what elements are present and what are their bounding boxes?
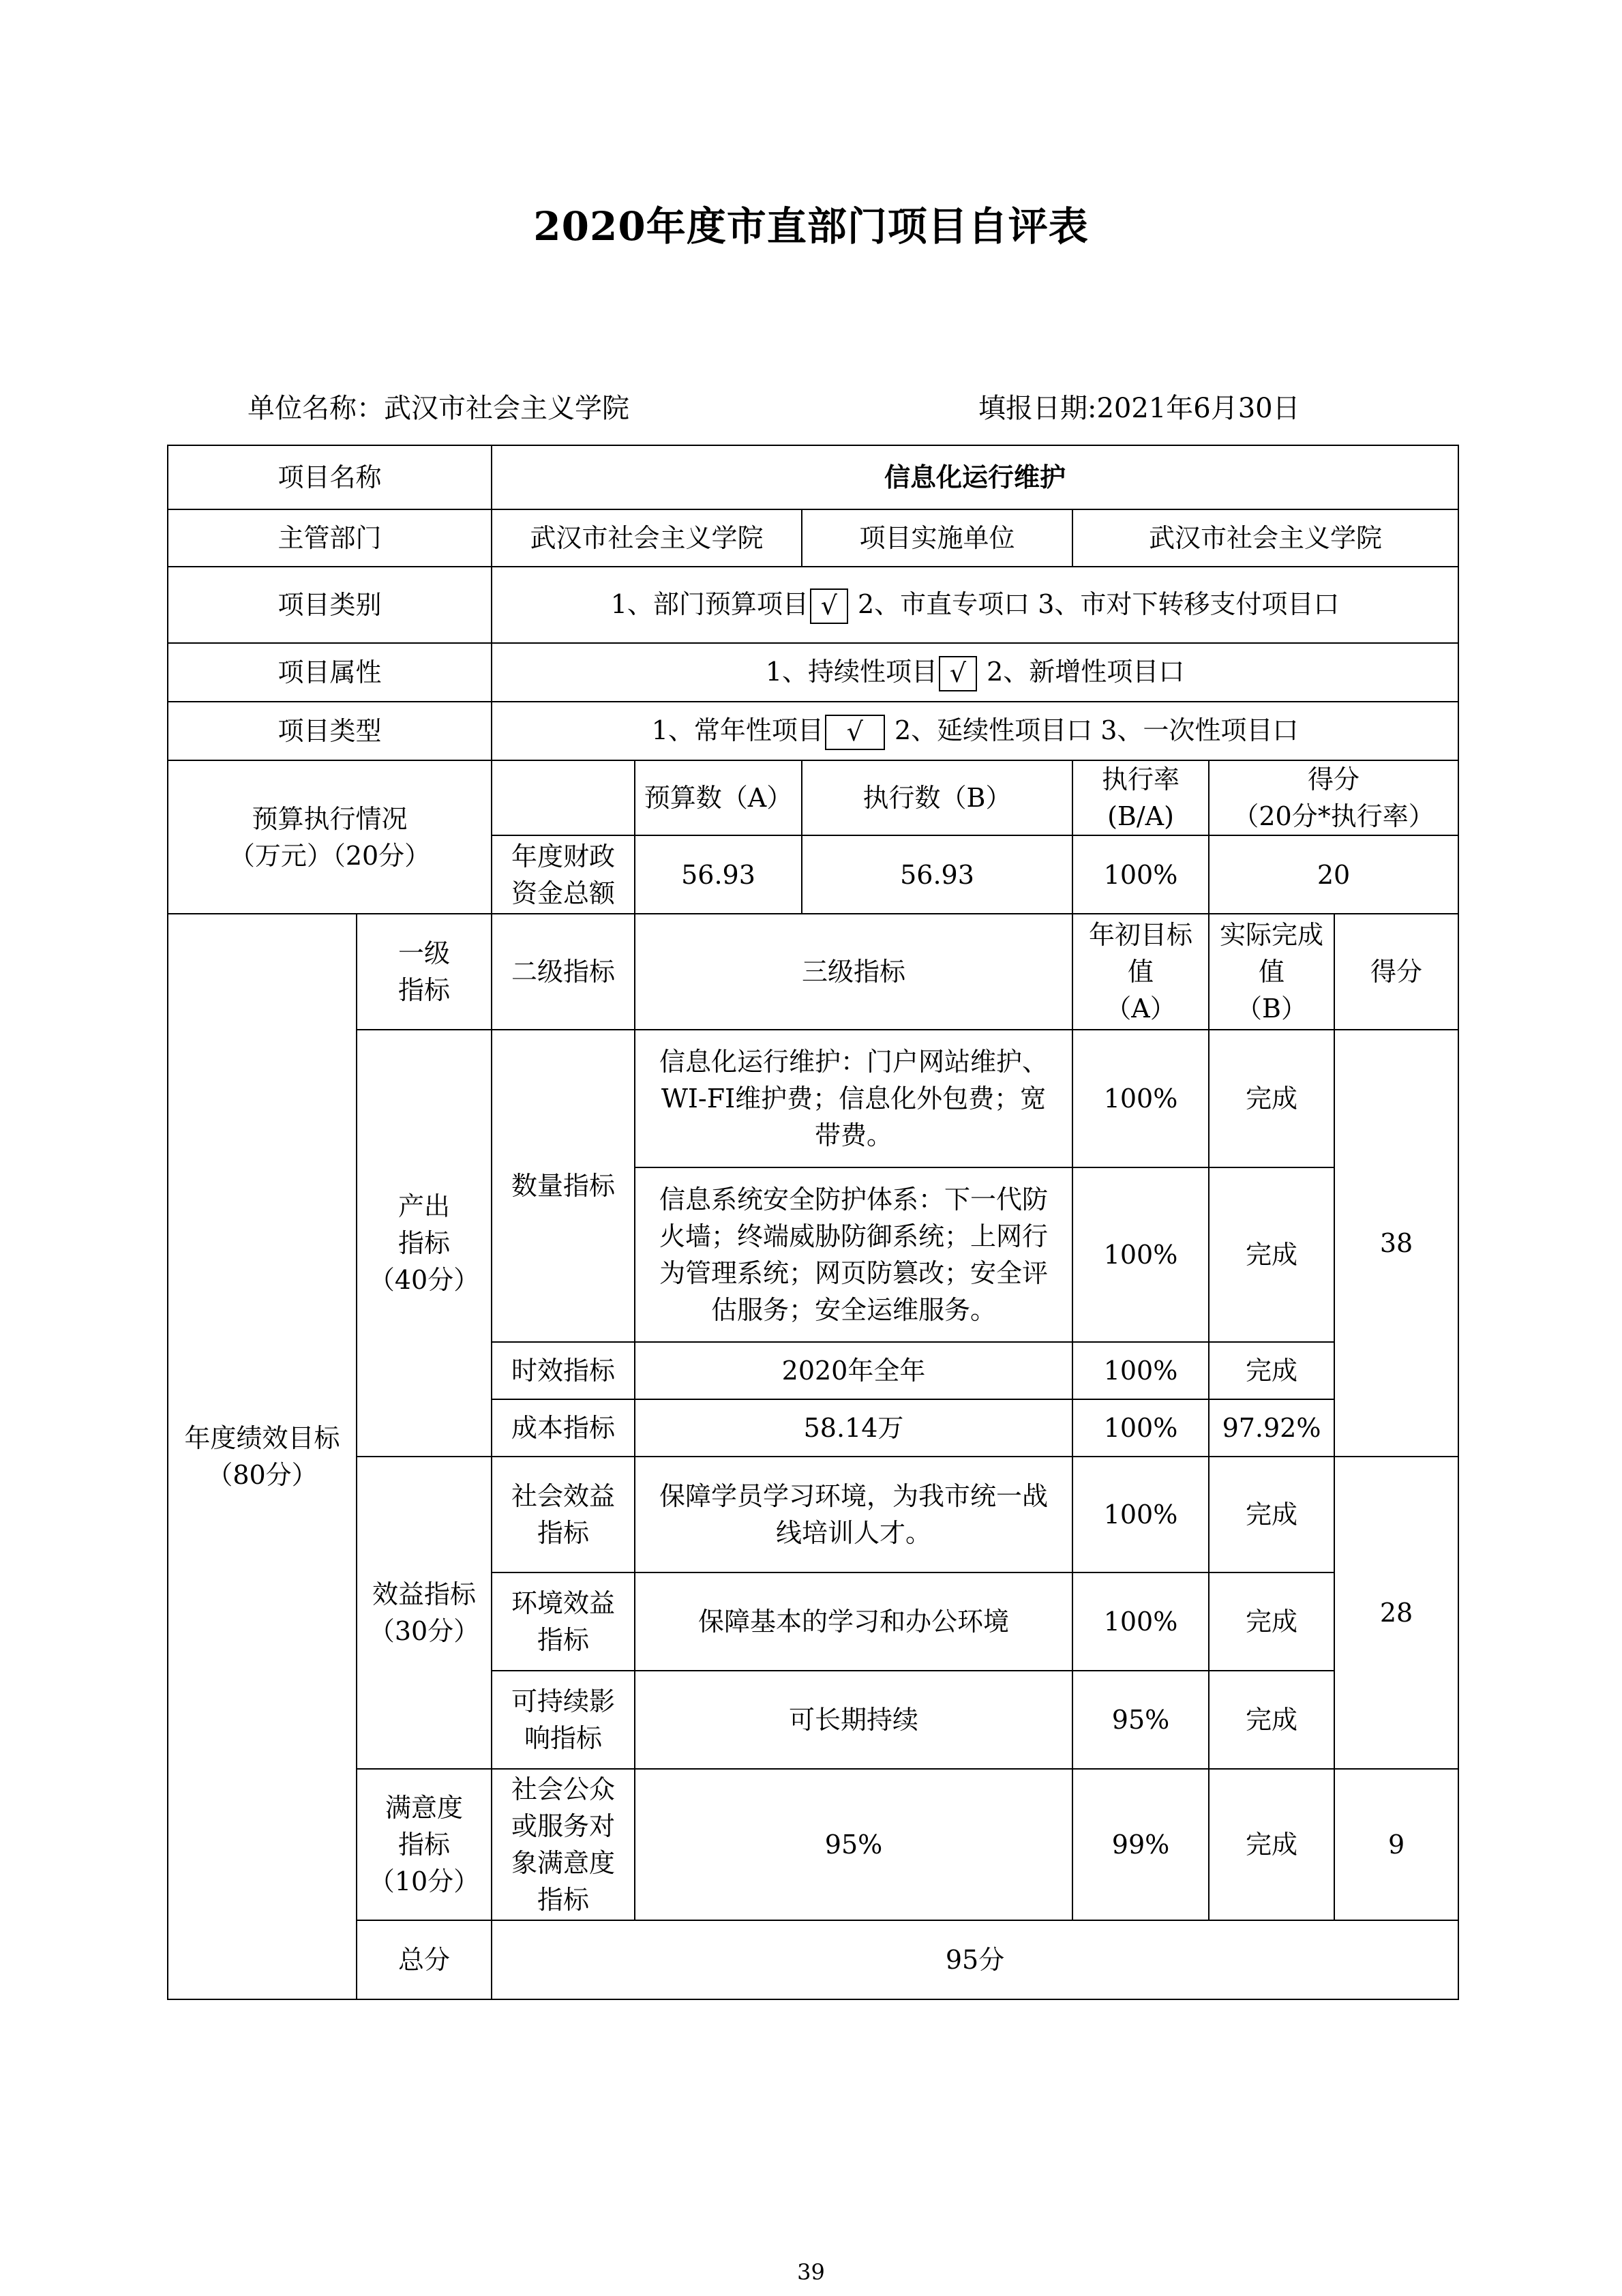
- level1-header-line1: 一级: [398, 938, 451, 968]
- budget-col-score-line1: 得分: [1308, 764, 1360, 794]
- impl-unit-label: 项目实施单位: [802, 509, 1072, 567]
- social-benefit-label-line2: 指标: [537, 1518, 590, 1548]
- type-label: 项目类型: [168, 702, 492, 760]
- quantity-1-line1: 信息化运行维护：门户网站维护、: [659, 1047, 1049, 1077]
- dept-label: 主管部门: [168, 509, 492, 567]
- cost-actual: 97.92%: [1209, 1399, 1334, 1457]
- budget-col-rate: [1072, 760, 1209, 835]
- type-options: [492, 702, 1458, 760]
- type-option-1: 1、常年性项目: [651, 715, 824, 745]
- actual-header: [1209, 914, 1334, 1030]
- sustainability-label-line2: 响指标: [524, 1723, 603, 1753]
- satisfaction-label-line2: 指标: [398, 1830, 451, 1860]
- benefit-label-line1: 效益指标: [372, 1579, 477, 1609]
- benefit-label: [357, 1457, 492, 1769]
- budget-row-label-line1: 年度财政: [511, 841, 616, 871]
- target-header: [1072, 914, 1209, 1030]
- cost-value: 58.14万: [635, 1399, 1072, 1457]
- satisfaction-label: [357, 1769, 492, 1920]
- env-benefit-value: 保障基本的学习和办公环境: [635, 1572, 1072, 1671]
- type-option-rest: 2、延续性项目口 3、一次性项目口: [886, 715, 1299, 745]
- budget-row-label-line2: 资金总额: [511, 878, 616, 908]
- budget-score-value: 20: [1209, 835, 1458, 914]
- budget-b-value: 56.93: [802, 835, 1072, 914]
- level1-header-line2: 指标: [398, 975, 451, 1005]
- satisfaction-score: 9: [1334, 1769, 1458, 1920]
- category-label: 项目类别: [168, 567, 492, 643]
- env-benefit-target: 100%: [1072, 1572, 1209, 1671]
- attribute-checkbox[interactable]: √: [939, 656, 977, 691]
- sustainability-label: [492, 1671, 635, 1769]
- time-label: 时效指标: [492, 1342, 635, 1399]
- sustainability-value: 可长期持续: [635, 1671, 1072, 1769]
- social-benefit-actual: 完成: [1209, 1457, 1334, 1572]
- social-benefit-label-line1: 社会效益: [511, 1481, 616, 1511]
- target-header-line1: 年初目标: [1089, 920, 1193, 950]
- quantity-1-line3: 带费。: [815, 1120, 893, 1150]
- actual-header-line2: 值: [1259, 957, 1285, 987]
- performance-label-line1: 年度绩效目标: [184, 1423, 340, 1453]
- satisfaction-sub-line3: 象满意度: [511, 1848, 616, 1878]
- budget-col-a: 预算数（A）: [635, 760, 802, 835]
- quantity-2-line1: 信息系统安全防护体系：下一代防: [659, 1184, 1049, 1214]
- quantity-label: 数量指标: [492, 1030, 635, 1342]
- social-benefit-target: 100%: [1072, 1457, 1209, 1572]
- satisfaction-target: 99%: [1072, 1769, 1209, 1920]
- satisfaction-actual: 完成: [1209, 1769, 1334, 1920]
- env-benefit-label: [492, 1572, 635, 1671]
- attribute-label: 项目属性: [168, 643, 492, 702]
- satisfaction-label-line1: 满意度: [385, 1793, 464, 1823]
- budget-blank-header: [492, 760, 635, 835]
- budget-col-score-line2: （20分*执行率）: [1233, 801, 1435, 831]
- social-benefit-value-line1: 保障学员学习环境，为我市统一战: [659, 1481, 1049, 1511]
- time-actual: 完成: [1209, 1342, 1334, 1399]
- satisfaction-label-line3: （10分）: [368, 1866, 480, 1896]
- actual-header-line1: 实际完成: [1220, 920, 1324, 950]
- satisfaction-sub-line1: 社会公众: [511, 1774, 616, 1804]
- env-benefit-actual: 完成: [1209, 1572, 1334, 1671]
- quantity-2-line2: 火墙；终端威胁防御系统；上网行: [659, 1221, 1049, 1251]
- cost-label: 成本指标: [492, 1399, 635, 1457]
- level3-header: 三级指标: [635, 914, 1072, 1030]
- dept-value: 武汉市社会主义学院: [492, 509, 802, 567]
- budget-label-line1: 预算执行情况: [252, 803, 408, 834]
- level1-header: [357, 914, 492, 1030]
- impl-unit-value: 武汉市社会主义学院: [1072, 509, 1458, 567]
- category-checkbox[interactable]: √: [810, 588, 848, 624]
- category-options: [492, 567, 1458, 643]
- attribute-option-1: 1、持续性项目: [765, 656, 938, 687]
- total-label: 总分: [357, 1920, 492, 1999]
- env-benefit-label-line1: 环境效益: [511, 1588, 616, 1618]
- env-benefit-label-line2: 指标: [537, 1625, 590, 1655]
- budget-a-value: 56.93: [635, 835, 802, 914]
- budget-col-score: [1209, 760, 1458, 835]
- performance-label-line2: （80分）: [207, 1460, 318, 1490]
- social-benefit-value: [635, 1457, 1072, 1572]
- type-checkbox[interactable]: √: [825, 715, 885, 750]
- level2-header: 二级指标: [492, 914, 635, 1030]
- budget-label-line2: （万元）（20分）: [228, 840, 431, 871]
- quantity-2-line4: 估服务；安全运维服务。: [711, 1295, 997, 1325]
- quantity-2-actual: 完成: [1209, 1167, 1334, 1342]
- sustainability-actual: 完成: [1209, 1671, 1334, 1769]
- satisfaction-sub-line4: 指标: [537, 1885, 590, 1915]
- quantity-1-value: [635, 1030, 1072, 1167]
- output-label: [357, 1030, 492, 1457]
- time-target: 100%: [1072, 1342, 1209, 1399]
- benefit-score: 28: [1334, 1457, 1458, 1769]
- output-score: 38: [1334, 1030, 1458, 1457]
- time-value: 2020年全年: [635, 1342, 1072, 1399]
- target-header-line3: （A）: [1105, 994, 1176, 1024]
- category-option-1: 1、部门预算项目: [610, 588, 809, 619]
- performance-label: [168, 914, 357, 1999]
- page-title: 2020年度市直部门项目自评表: [533, 203, 1089, 250]
- budget-row-label: [492, 835, 635, 914]
- category-option-rest: 2、市直专项口 3、市对下转移支付项目口: [849, 588, 1340, 619]
- score-header: 得分: [1334, 914, 1458, 1030]
- output-label-line2: 指标: [398, 1228, 451, 1258]
- attribute-option-rest: 2、新增性项目口: [978, 656, 1185, 687]
- budget-col-b: 执行数（B）: [802, 760, 1072, 835]
- quantity-2-line3: 为管理系统；网页防篡改；安全评: [659, 1258, 1049, 1288]
- quantity-2-target: 100%: [1072, 1167, 1209, 1342]
- project-name-value: 信息化运行维护: [492, 445, 1458, 509]
- unit-name: 单位名称：武汉市社会主义学院: [247, 393, 629, 424]
- total-value: 95分: [492, 1920, 1458, 1999]
- output-label-line1: 产出: [398, 1191, 451, 1221]
- quantity-1-line2: WI-FI维护费；信息化外包费；宽: [661, 1084, 1047, 1114]
- satisfaction-value: 95%: [635, 1769, 1072, 1920]
- budget-col-rate-line1: 执行率: [1102, 764, 1180, 794]
- budget-col-rate-line2: (B/A): [1107, 801, 1174, 831]
- quantity-2-value: [635, 1167, 1072, 1342]
- quantity-1-actual: 完成: [1209, 1030, 1334, 1167]
- budget-rate-value: 100%: [1072, 835, 1209, 914]
- quantity-1-target: 100%: [1072, 1030, 1209, 1167]
- benefit-label-line2: （30分）: [368, 1616, 480, 1646]
- project-name-label: 项目名称: [168, 445, 492, 509]
- target-header-line2: 值: [1128, 957, 1154, 987]
- satisfaction-sub-label: [492, 1769, 635, 1920]
- social-benefit-label: [492, 1457, 635, 1572]
- budget-label: [168, 760, 492, 914]
- page-number: 39: [797, 2259, 825, 2285]
- cost-target: 100%: [1072, 1399, 1209, 1457]
- satisfaction-sub-line2: 或服务对: [511, 1811, 616, 1841]
- sustainability-target: 95%: [1072, 1671, 1209, 1769]
- attribute-options: [492, 643, 1458, 702]
- actual-header-line3: （B）: [1236, 994, 1307, 1024]
- output-label-line3: （40分）: [368, 1265, 480, 1295]
- evaluation-table: [167, 445, 1459, 2000]
- social-benefit-value-line2: 线培训人才。: [776, 1518, 932, 1548]
- report-date: 填报日期:2021年6月30日: [978, 393, 1300, 424]
- sustainability-label-line1: 可持续影: [511, 1686, 616, 1716]
